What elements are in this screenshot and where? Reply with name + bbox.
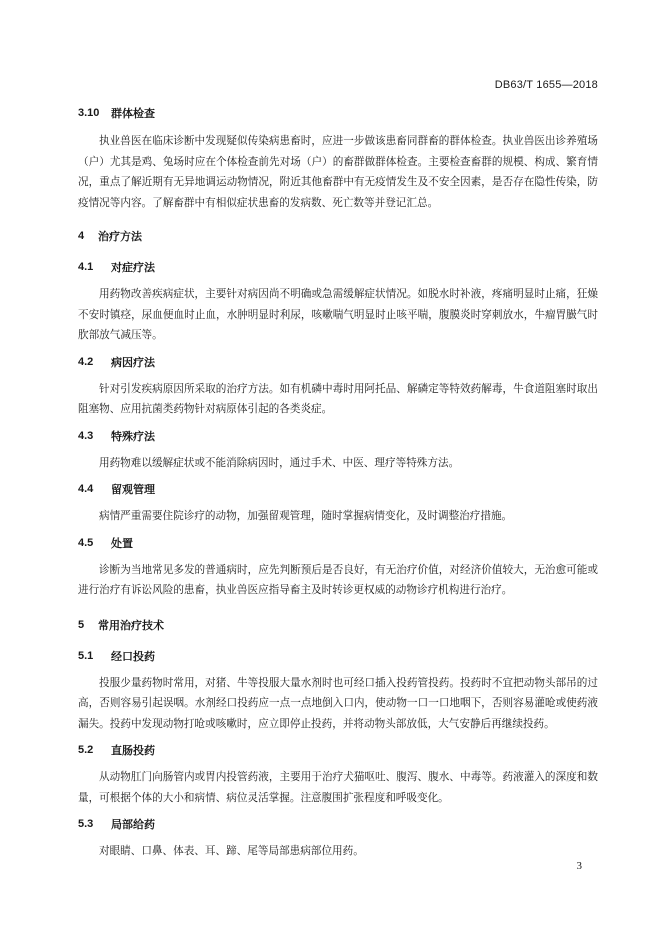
section-paragraph: 用药物改善疾病症状，主要针对病因尚不明确或急需缓解症状情况。如脱水时补液，疼痛明显时止痛，狂燥不安时镇痉，尿血便血时止血，水肿明显时利尿，咳嗽喘气明显时止咳平喘，腹膜炎时穿刺放水，牛瘤胃臌气时肷部放气减压等。 (78, 288, 598, 341)
section-number: 5.1 (78, 649, 94, 662)
section-title: 对症疗法 (111, 261, 155, 274)
section-number: 4.5 (78, 536, 94, 549)
section-paragraph: 病情严重需要住院诊疗的动物，加强留观管理，随时掌握病情变化，及时调整治疗措施。 (99, 510, 513, 522)
section-paragraph: 针对引发疾病原因所采取的治疗方法。如有机磷中毒时用阿托品、解磷定等特效药解毒，牛食道阻塞时取出阻塞物、应用抗菌类药物针对病原体引起的各类炎症。 (78, 382, 598, 415)
section-paragraph: 诊断为当地常见多发的普通病时，应先判断预后是否良好，有无治疗价值，对经济价值较大，无治愈可能或进行治疗有诉讼风险的患畜，执业兽医应指导畜主及时转诊更权威的动物诊疗机构进行治疗。 (78, 563, 598, 596)
section-number: 3.10 (78, 107, 100, 119)
section-heading-4-2 (78, 354, 598, 371)
section-number: 4.4 (78, 483, 94, 495)
section-heading-5-1 (78, 648, 598, 665)
section-heading-3-10 (78, 105, 598, 122)
section-title: 群体检查 (111, 107, 155, 120)
section-title: 经口投药 (111, 649, 155, 663)
section-title: 病因疗法 (111, 355, 155, 369)
page-number: 3 (576, 860, 582, 872)
section-title: 特殊疗法 (111, 429, 155, 443)
section-title: 处置 (111, 536, 133, 550)
section-number: 4.1 (78, 261, 94, 273)
section-title: 留观管理 (111, 483, 155, 496)
section-title: 治疗方法 (98, 230, 142, 243)
section-heading-5-3 (78, 816, 598, 833)
section-heading-4-5 (78, 535, 598, 552)
section-number: 5.3 (78, 818, 94, 830)
section-heading-5-2 (78, 742, 598, 759)
section-paragraph: 从动物肛门向肠管内或胃内投管药液，主要用于治疗犬猫呕吐、腹泻、腹水、中毒等。药液灌入的深度和数量，可根据个体的大小和病情、病位灵活掌握。注意腹围扩张程度和呼吸变化。 (78, 771, 598, 804)
section-paragraph: 用药物难以缓解症状或不能消除病因时，通过手术、中医、理疗等特殊方法。 (99, 456, 460, 469)
document-id: DB63/T 1655—2018 (494, 79, 598, 91)
section-heading-4-3 (78, 428, 598, 445)
section-number: 4 (78, 230, 85, 242)
document-body (78, 105, 598, 862)
section-heading-4-1 (78, 259, 598, 276)
section-paragraph: 投服少量药物时常用，对猪、牛等投服大量水剂时也可经口插入投药管投药。投药时不宜把动物头部吊的过高，否则容易引起误咽。水剂经口投药应一点一点地倒入口内，使动物一口一口地咽下，否则容易灌呛或使药液漏失。投药中发现动物打呛或咳嗽时，应立即停止投药，并将动物头部放低，大气安静后再继续投药。 (78, 676, 598, 730)
section-heading-4-4 (78, 481, 598, 498)
section-title: 直肠投药 (111, 744, 155, 757)
section-paragraph: 执业兽医在临床诊断中发现疑似传染病患畜时，应进一步做该患畜同群畜的群体检查。执业兽医出诊养殖场（户）尤其是鸡、兔场时应在个体检查前先对场（户）的畜群做群体检查。主要检查畜群的规模、构成、繁育情况，重点了解近期有无异地调运动物情况，附近其他畜群中有无疫情发生及不安全因素，是否存在隐性传染，防疫情况等内容。了解畜群中有相似症状患畜的发病数、死亡数等并登记汇总。 (78, 135, 598, 209)
section-number: 4.2 (78, 355, 94, 368)
section-heading-5 (78, 617, 598, 634)
section-paragraph: 对眼睛、口鼻、体表、耳、蹄、尾等局部患病部位用药。 (99, 845, 364, 857)
section-title: 局部给药 (111, 818, 155, 831)
section-number: 5 (78, 618, 85, 631)
section-number: 5.2 (78, 744, 94, 756)
section-number: 4.3 (78, 429, 94, 442)
section-heading-4 (78, 228, 598, 245)
section-title: 常用治疗技术 (98, 618, 164, 632)
